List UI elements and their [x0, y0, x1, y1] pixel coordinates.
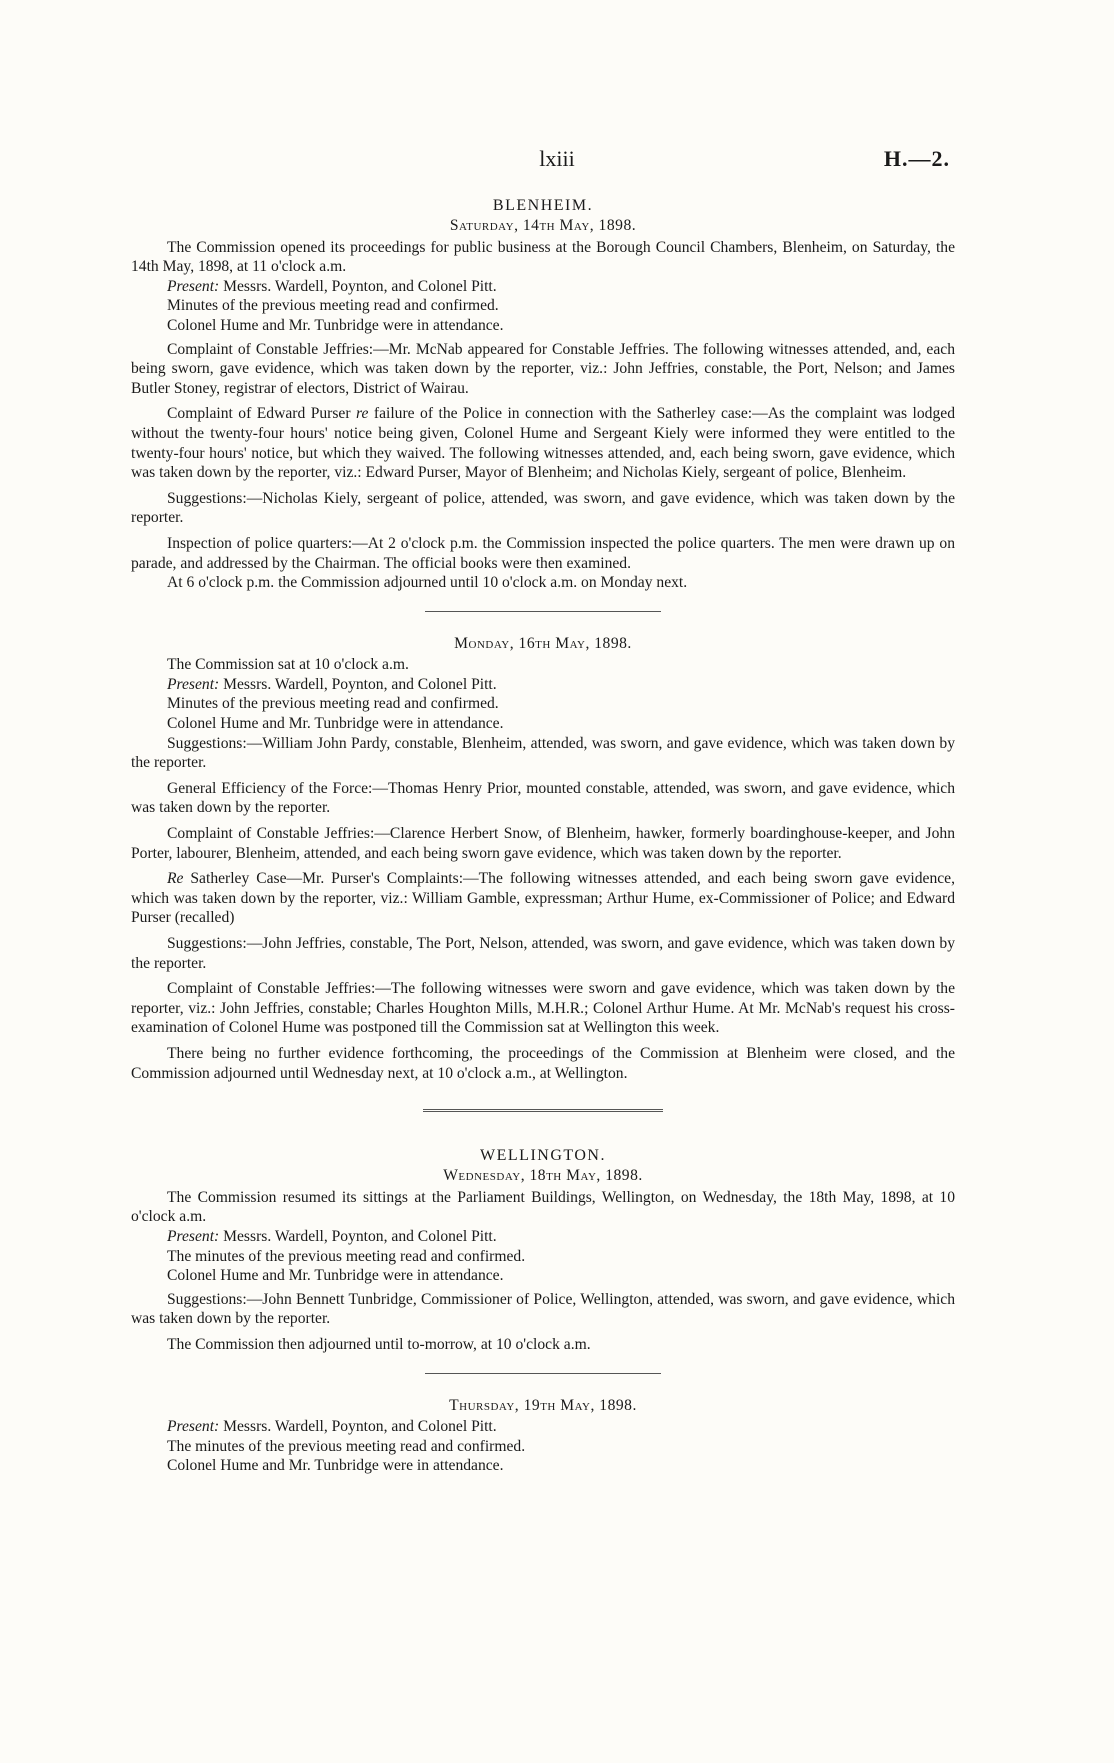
- document-reference: H.—2.: [883, 146, 950, 171]
- minutes-line: Minutes of the previous meeting read and confirmed.: [167, 695, 499, 713]
- section-blenheim: [131, 196, 955, 1083]
- paragraph: Suggestions:—John Jeffries, constable, The Port, Nelson, attended, was sworn, and gave evidence, which was taken down by the reporter.: [131, 935, 955, 972]
- section-divider: [425, 1373, 661, 1374]
- section-divider: [425, 611, 661, 612]
- paragraph: Suggestions:—John Bennett Tunbridge, Commissioner of Police, Wellington, attended, was sworn, and gave evidence, which was taken down by the reporter.: [131, 1290, 955, 1328]
- present-line: [131, 277, 955, 297]
- paragraph: Complaint of Constable Jeffries:—Mr. McNab appeared for Constable Jeffries. The following witnesses attended, and, each being sworn, gave evidence, which was taken down by the reporter, viz.: John Jeffries, constable, the Port, Nelson; and James Butler Stoney, registrar of electors, District of Wairau.: [131, 340, 955, 397]
- paragraph: The Commission resumed its sittings at the Parliament Buildings, Wellington, on Wednesday, the 18th May, 1898, at 10 o'clock a.m.: [131, 1188, 955, 1226]
- present-line: [131, 675, 955, 695]
- paragraph-re: re: [356, 405, 369, 423]
- present-text: Messrs. Wardell, Poynton, and Colonel Pitt.: [219, 675, 497, 693]
- paragraph: Suggestions:—William John Pardy, constable, Blenheim, attended, was sworn, and gave evidence, which was taken down by the reporter.: [131, 734, 955, 772]
- attendance-line: Colonel Hume and Mr. Tunbridge were in attendance.: [167, 316, 504, 334]
- minutes-line: Minutes of the previous meeting read and confirmed.: [167, 297, 499, 315]
- present-label: Present:: [167, 277, 220, 295]
- section-divider-double: [423, 1109, 663, 1112]
- paragraph: There being no further evidence forthcoming, the proceedings of the Commission at Blenheim were closed, and the Commission adjourned until Wednesday next, at 10 o'clock a.m., at Wellington.: [131, 1044, 955, 1082]
- paragraph: Complaint of Constable Jeffries:—The following witnesses were sworn and gave evidence, which was taken down by the reporter, viz.: John Jeffries, constable; Charles Houghton Mills, M.H.R.; Colonel Arthur Hume. At Mr. McNab's request his cross-examination of Colonel Hume was postponed till the Commission sat at Wellington this week.: [131, 980, 955, 1037]
- attendance-line: Colonel Hume and Mr. Tunbridge were in attendance.: [167, 1457, 504, 1475]
- present-text: Messrs. Wardell, Poynton, and Colonel Pitt.: [219, 1418, 497, 1436]
- date-heading: Saturday, 14th May, 1898.: [449, 217, 637, 234]
- present-label: Present:: [167, 675, 220, 693]
- entry-monday: [131, 634, 955, 1083]
- entry-saturday: [131, 216, 955, 593]
- page-header: [0, 146, 1114, 176]
- paragraph-part: failure of the Police in connection with the Satherley case:—As the complaint was lodged without the twenty-four hours' notice being given, Colonel Hume and Sergeant Kiely were informed they were entitled to the twenty-four hours' notice, but which they waived. The following witnesses attended, and, each being sworn, gave evidence, which was taken down by the reporter, viz.: Edward Purser, Mayor of Blenheim; and Nicholas Kiely, sergeant of police, Blenheim.: [131, 405, 955, 482]
- present-text: Messrs. Wardell, Poynton, and Colonel Pitt.: [219, 1227, 497, 1245]
- place-heading: WELLINGTON.: [480, 1147, 606, 1165]
- attendance-line: Colonel Hume and Mr. Tunbridge were in attendance.: [167, 1267, 504, 1285]
- paragraph: Complaint of Constable Jeffries:—Clarence Herbert Snow, of Blenheim, hawker, formerly boardinghouse-keeper, and John Porter, labourer, Blenheim, attended, and each being sworn gave evidence, which was taken down by the reporter.: [131, 825, 955, 862]
- minutes-line: The minutes of the previous meeting read and confirmed.: [167, 1247, 526, 1265]
- paragraph-part: Complaint of Edward Purser: [167, 405, 357, 423]
- adjourn-line: At 6 o'clock p.m. the Commission adjourned until 10 o'clock a.m. on Monday next.: [167, 574, 688, 592]
- paragraph: The Commission opened its proceedings for public business at the Borough Council Chambers, Blenheim, on Saturday, the 14th May, 1898, at 11 o'clock a.m.: [131, 238, 955, 276]
- present-label: Present:: [167, 1227, 220, 1245]
- present-label: Present:: [167, 1418, 220, 1436]
- date-heading: Wednesday, 18th May, 1898.: [443, 1167, 643, 1185]
- entry-thursday: [131, 1396, 955, 1476]
- present-line: [131, 1417, 955, 1437]
- paragraph: Inspection of police quarters:—At 2 o'clock p.m. the Commission inspected the police quarters. The men were drawn up on parade, and addressed by the Chairman. The official books were then examined.: [131, 534, 955, 572]
- paragraph: [131, 404, 955, 482]
- adjourn-line: The Commission then adjourned until to-morrow, at 10 o'clock a.m.: [167, 1335, 591, 1353]
- section-wellington: [131, 1146, 955, 1476]
- place-heading: BLENHEIM.: [492, 197, 594, 214]
- date-heading: Thursday, 19th May, 1898.: [449, 1396, 637, 1414]
- paragraph-part: Satherley Case—Mr. Purser's Complaints:—The following witnesses attended, and each being sworn gave evidence, which was taken down by the reporter, viz.: William Gamble, expressman; Arthur Hume, ex-Commissioner of Police; and Edward Purser (recalled): [131, 870, 955, 927]
- minutes-line: The minutes of the previous meeting read and confirmed.: [167, 1437, 526, 1455]
- date-heading: Monday, 16th May, 1898.: [454, 634, 632, 652]
- present-line: [131, 1227, 955, 1247]
- sat-line: The Commission sat at 10 o'clock a.m.: [167, 656, 409, 674]
- attendance-line: Colonel Hume and Mr. Tunbridge were in attendance.: [167, 715, 504, 733]
- present-text: Messrs. Wardell, Poynton, and Colonel Pitt.: [219, 277, 497, 295]
- paragraph-re: Re: [167, 870, 184, 888]
- entry-wednesday: [131, 1166, 955, 1354]
- paragraph: Suggestions:—Nicholas Kiely, sergeant of police, attended, was sworn, and gave evidence, which was taken down by the reporter.: [131, 489, 955, 527]
- paragraph: [131, 869, 955, 928]
- page-number: lxiii: [539, 146, 575, 171]
- main-column: [131, 196, 955, 1476]
- paragraph: General Efficiency of the Force:—Thomas Henry Prior, mounted constable, attended, was sworn, and gave evidence, which was taken down by the reporter.: [131, 779, 955, 817]
